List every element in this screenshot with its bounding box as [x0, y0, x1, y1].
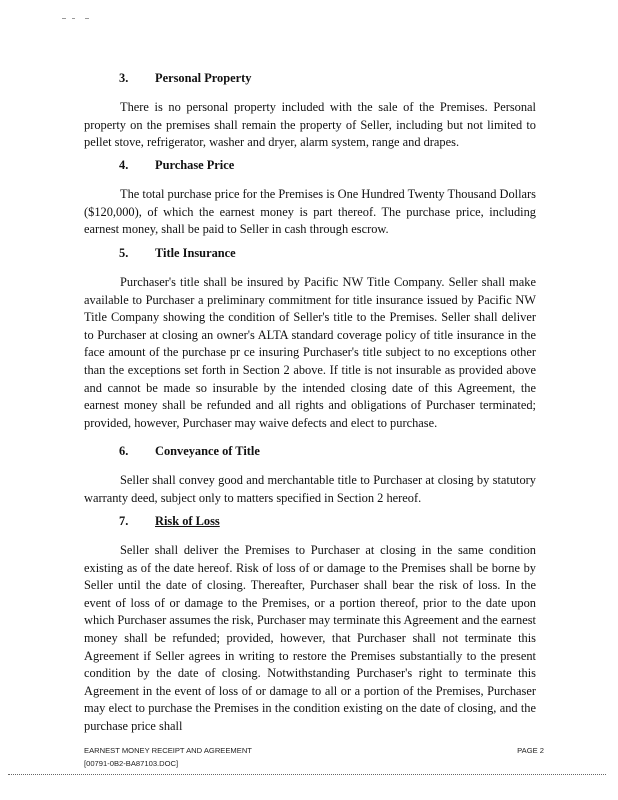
section-title: Personal Property: [155, 71, 252, 85]
corner-mark: [85, 18, 89, 19]
corner-mark: [62, 18, 66, 19]
section-heading: [84, 157, 536, 173]
section-title: Purchase Price: [155, 158, 235, 172]
section-body: Purchaser's title shall be insured by Pacific NW Title Company. Seller shall make available to Purchaser a preliminary commitment for title insurance issued by Pacific NW Title Company showing the condition of Seller's title to the Premises. Seller shall deliver to Purchaser at closing an owner's ALTA standard coverage policy of title insurance in the face amount of the purchase pr ce insuring Purchaser's title subject to no exceptions other than the exceptions set forth in Section 2 above. If title is not insurable as provided above and cannot be made so insurable by the intended closing date of this Agreement, the earnest money shall be refunded and all rights and obligations of Purchaser terminated; provided, however, Purchaser may waive defects and elect to purchase.: [84, 275, 536, 430]
footer-dotted-rule: [8, 774, 606, 775]
section-personal-property: [84, 70, 536, 152]
page-footer: [84, 746, 544, 769]
section-purchase-price: [84, 157, 536, 239]
footer-page-number: PAGE 2: [517, 746, 544, 755]
section-body: Seller shall deliver the Premises to Purchaser at closing in the same condition existing as of the date hereof. Risk of loss of or damage to the Premises shall be borne by Seller until the date of closing. Thereafter, Purchaser shall bear the risk of loss. In the event of loss of or damage to the Premises, or a portion thereof, prior to the date upon which Purchaser assumes the risk, Purchaser may terminate this Agreement and the earnest money shall be refunded; provided, however, that Purchaser shall not terminate this Agreement if Seller agrees in writing to restore the Premises substantially to the present condition by the date of closing. Notwithstanding Purchaser's right to terminate this Agreement in the event of loss of or damage to all or a portion of the Premises, Purchaser may elect to purchase the Premises in the condition existing on the date of closing, and the purchase price shall: [84, 543, 536, 733]
section-conveyance-of-title: [84, 443, 536, 507]
section-heading: [84, 443, 536, 459]
section-heading: [84, 513, 536, 529]
section-body: Seller shall convey good and merchantable title to Purchaser at closing by statutory warranty deed, subject only to matters specified in Section 2 hereof.: [84, 473, 536, 505]
section-number: 7.: [119, 514, 129, 528]
section-number: 5.: [119, 246, 129, 260]
section-body: There is no personal property included with the sale of the Premises. Personal property on the premises shall remain the property of Seller, including but not limited to pellet stove, refrigerator, washer and dryer, alarm system, range and drapes.: [84, 100, 536, 150]
corner-mark: [72, 18, 75, 19]
section-number: 3.: [119, 71, 129, 85]
footer-document-title: EARNEST MONEY RECEIPT AND AGREEMENT: [84, 746, 252, 755]
section-number: 4.: [119, 158, 129, 172]
section-title: Title Insurance: [155, 246, 236, 260]
section-title-insurance: [84, 245, 536, 432]
section-risk-of-loss: [84, 513, 536, 736]
section-heading: [84, 70, 536, 86]
section-title: Conveyance of Title: [155, 444, 260, 458]
section-heading: [84, 245, 536, 261]
section-body: The total purchase price for the Premises is One Hundred Twenty Thousand Dollars ($120,000), of which the earnest money is part thereof. The purchase price, including earnest money, shall be paid to Seller in cash through escrow.: [84, 187, 536, 237]
footer-doc-number: [00791-0B2-BA87103.DOC]: [84, 759, 179, 768]
section-number: 6.: [119, 444, 129, 458]
section-title: Risk of Loss: [155, 514, 220, 528]
